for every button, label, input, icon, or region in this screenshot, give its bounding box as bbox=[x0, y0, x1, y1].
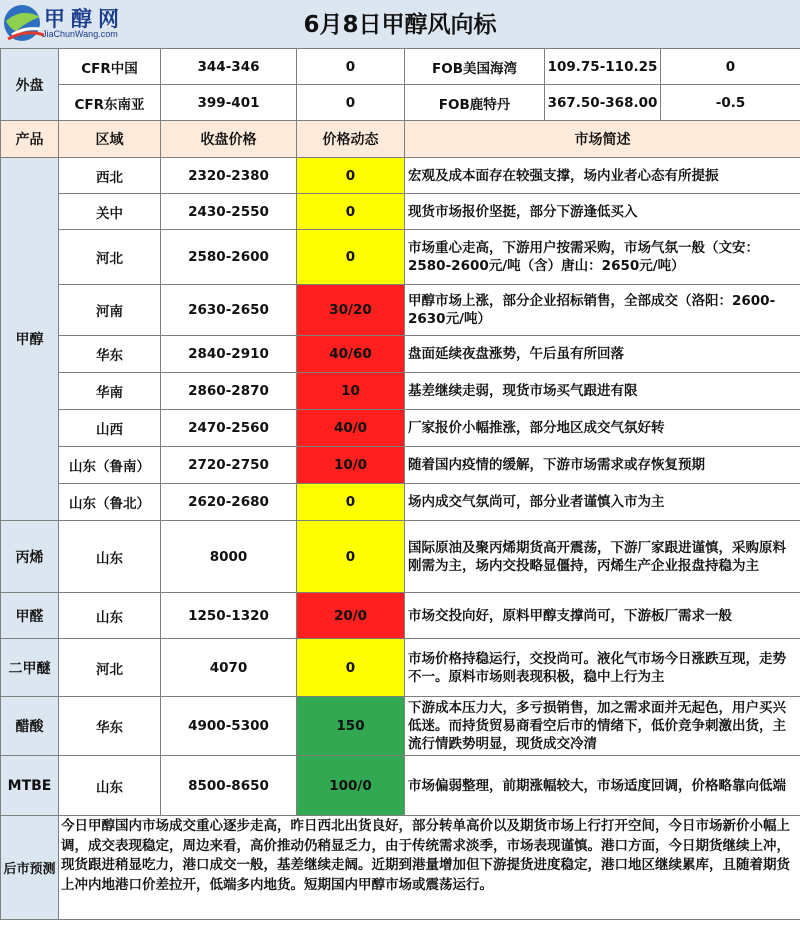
outer-row bbox=[1, 49, 800, 85]
region-cell: 华南 bbox=[59, 373, 161, 410]
methanol-row bbox=[1, 158, 800, 194]
outer-price: 399-401 bbox=[161, 85, 297, 121]
region-cell: 河南 bbox=[59, 285, 161, 336]
price-cell: 2860-2870 bbox=[161, 373, 297, 410]
product-row bbox=[1, 521, 800, 593]
outer-price2: 109.75-110.25 bbox=[545, 49, 661, 85]
region-cell: 山东（鲁北） bbox=[59, 484, 161, 521]
outer-change2: -0.5 bbox=[661, 85, 800, 121]
price-cell: 4900-5300 bbox=[161, 697, 297, 756]
outer-region: CFR中国 bbox=[59, 49, 161, 85]
change-cell: 0 bbox=[297, 158, 405, 194]
methanol-row bbox=[1, 194, 800, 230]
change-cell: 40/0 bbox=[297, 410, 405, 447]
change-cell: 100/0 bbox=[297, 756, 405, 816]
summary-cell: 市场重心走高，下游用户按需采购，市场气氛一般（文安：2580-2600元/吨（含）唐山：2650元/吨） bbox=[405, 230, 800, 285]
summary-cell: 场内成交气氛尚可，部分业者谨慎入市为主 bbox=[405, 484, 800, 521]
region-cell: 西北 bbox=[59, 158, 161, 194]
page-title: 6月8日甲醇风向标 bbox=[303, 12, 497, 38]
summary-cell: 市场偏弱整理，前期涨幅较大，市场适度回调，价格略靠向低端 bbox=[405, 756, 800, 816]
summary-cell: 盘面延续夜盘涨势，午后虽有所回落 bbox=[405, 336, 800, 373]
region-cell: 关中 bbox=[59, 194, 161, 230]
price-cell: 8500-8650 bbox=[161, 756, 297, 816]
logo-name: 甲醇网 bbox=[44, 6, 125, 31]
column-header-row bbox=[1, 121, 800, 158]
summary-cell: 随着国内疫情的缓解，下游市场需求或存恢复预期 bbox=[405, 447, 800, 484]
methanol-label: 甲醇 bbox=[1, 158, 59, 521]
summary-cell: 宏观及成本面存在较强支撑，场内业者心态有所提振 bbox=[405, 158, 800, 194]
price-cell: 2430-2550 bbox=[161, 194, 297, 230]
col-product: 产品 bbox=[1, 121, 59, 158]
price-cell: 1250-1320 bbox=[161, 593, 297, 639]
outer-region2: FOB美国海湾 bbox=[405, 49, 545, 85]
region-cell: 河北 bbox=[59, 639, 161, 697]
region-cell: 山东（鲁南） bbox=[59, 447, 161, 484]
price-cell: 2840-2910 bbox=[161, 336, 297, 373]
methanol-row bbox=[1, 410, 800, 447]
change-cell: 40/60 bbox=[297, 336, 405, 373]
summary-cell: 国际原油及聚丙烯期货高开震荡，下游厂家跟进谨慎，采购原料刚需为主，场内交投略显僵持，丙烯生产企业报盘持稳为主 bbox=[405, 521, 800, 593]
product-label: 丙烯 bbox=[1, 521, 59, 593]
col-summary: 市场简述 bbox=[405, 121, 800, 158]
forecast-label: 后市预测 bbox=[1, 816, 59, 920]
price-cell: 2320-2380 bbox=[161, 158, 297, 194]
change-cell: 30/20 bbox=[297, 285, 405, 336]
outer-region: CFR东南亚 bbox=[59, 85, 161, 121]
price-cell: 2470-2560 bbox=[161, 410, 297, 447]
header bbox=[0, 0, 800, 49]
change-cell: 150 bbox=[297, 697, 405, 756]
outer-change: 0 bbox=[297, 49, 405, 85]
logo-url: JiaChunWang.com bbox=[42, 29, 118, 39]
change-cell: 0 bbox=[297, 230, 405, 285]
outer-row bbox=[1, 85, 800, 121]
product-label: 甲醛 bbox=[1, 593, 59, 639]
region-cell: 华东 bbox=[59, 336, 161, 373]
summary-cell: 现货市场报价坚挺，部分下游逢低买入 bbox=[405, 194, 800, 230]
product-label: 二甲醚 bbox=[1, 639, 59, 697]
price-cell: 8000 bbox=[161, 521, 297, 593]
outer-change: 0 bbox=[297, 85, 405, 121]
methanol-row bbox=[1, 285, 800, 336]
outer-change2: 0 bbox=[661, 49, 800, 85]
product-label: MTBE bbox=[1, 756, 59, 816]
summary-cell: 基差继续走弱，现货市场买气跟进有限 bbox=[405, 373, 800, 410]
col-region: 区域 bbox=[59, 121, 161, 158]
col-close-price: 收盘价格 bbox=[161, 121, 297, 158]
methanol-row bbox=[1, 373, 800, 410]
summary-cell: 甲醇市场上涨，部分企业招标销售，全部成交（洛阳：2600-2630元/吨） bbox=[405, 285, 800, 336]
outer-price2: 367.50-368.00 bbox=[545, 85, 661, 121]
product-label: 醋酸 bbox=[1, 697, 59, 756]
price-cell: 2720-2750 bbox=[161, 447, 297, 484]
change-cell: 20/0 bbox=[297, 593, 405, 639]
col-price-change: 价格动态 bbox=[297, 121, 405, 158]
summary-cell: 厂家报价小幅推涨，部分地区成交气氛好转 bbox=[405, 410, 800, 447]
outer-price: 344-346 bbox=[161, 49, 297, 85]
change-cell: 0 bbox=[297, 639, 405, 697]
price-cell: 4070 bbox=[161, 639, 297, 697]
price-cell: 2580-2600 bbox=[161, 230, 297, 285]
summary-cell: 下游成本压力大，多亏损销售，加之需求面并无起色，用户买兴低迷。而持货贸易商看空后市的情绪下，低价竞争刺激出货，主流行情跌势明显，现货成交冷清 bbox=[405, 697, 800, 756]
methanol-row bbox=[1, 484, 800, 521]
forecast-text: 今日甲醇国内市场成交重心逐步走高，昨日西北出货良好，部分转单高价以及期货市场上行打开空间，今日市场新价小幅上调，成交表现稳定，周边来看，高价推动仍稍显乏力，由于传统需求淡季，市场表现谨慎。港口方面，今日期货继续上冲，现货跟进稍显吃力，港口成交一般，基差继续走阔。近期到港量增加但下游提货进度稳定，港口地区继续累库，且随着期货上冲内地港口价差拉开，低端多内地货。短期国内甲醇市场或震荡运行。 bbox=[59, 816, 800, 920]
change-cell: 0 bbox=[297, 484, 405, 521]
region-cell: 山东 bbox=[59, 593, 161, 639]
summary-cell: 市场交投向好，原料甲醇支撑尚可，下游板厂需求一般 bbox=[405, 593, 800, 639]
methanol-row bbox=[1, 230, 800, 285]
methanol-row bbox=[1, 336, 800, 373]
change-cell: 0 bbox=[297, 521, 405, 593]
region-cell: 山西 bbox=[59, 410, 161, 447]
outer-market-label: 外盘 bbox=[1, 49, 59, 121]
region-cell: 山东 bbox=[59, 521, 161, 593]
forecast-row bbox=[1, 816, 800, 920]
product-row bbox=[1, 639, 800, 697]
price-cell: 2620-2680 bbox=[161, 484, 297, 521]
price-table bbox=[0, 48, 800, 920]
product-row bbox=[1, 697, 800, 756]
product-row bbox=[1, 593, 800, 639]
methanol-row bbox=[1, 447, 800, 484]
change-cell: 0 bbox=[297, 194, 405, 230]
region-cell: 山东 bbox=[59, 756, 161, 816]
change-cell: 10/0 bbox=[297, 447, 405, 484]
region-cell: 河北 bbox=[59, 230, 161, 285]
outer-region2: FOB鹿特丹 bbox=[405, 85, 545, 121]
summary-cell: 市场价格持稳运行，交投尚可。液化气市场今日涨跌互现，走势不一。原料市场则表现积极，稳中上行为主 bbox=[405, 639, 800, 697]
product-row bbox=[1, 756, 800, 816]
change-cell: 10 bbox=[297, 373, 405, 410]
price-cell: 2630-2650 bbox=[161, 285, 297, 336]
region-cell: 华东 bbox=[59, 697, 161, 756]
